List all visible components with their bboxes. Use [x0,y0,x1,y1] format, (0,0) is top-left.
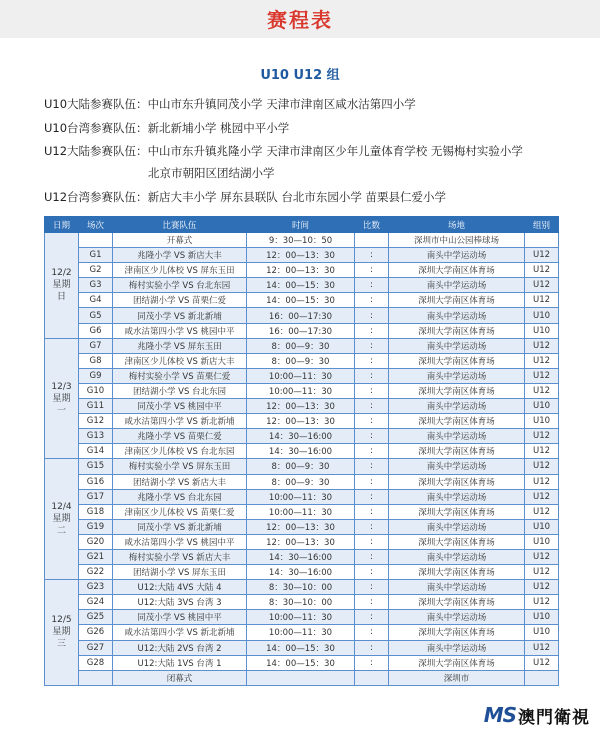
group-cell [525,670,559,685]
date-cell [45,338,79,459]
team-names: 新店大丰小学 屏东县联队 台北市东园小学 苗栗县仁爱小学 [147,190,447,204]
venue-cell: 南头中学运动场 [389,368,525,383]
match-cell: U12:大陆 1VS 台湾 1 [113,655,247,670]
venue-cell: 深圳市中山公园棒球场 [389,233,525,248]
match-cell: 梅村实验小学 VS 台北东园 [113,278,247,293]
group-cell: U12 [525,368,559,383]
venue-cell: 南头中学运动场 [389,338,525,353]
score-cell: : [355,323,389,338]
venue-cell: 深圳大学南区体育场 [389,655,525,670]
score-cell: : [355,429,389,444]
group-cell: U12 [525,655,559,670]
score-cell: : [355,459,389,474]
date-part: 三 [56,639,66,650]
time-cell: 9：30—10：50 [247,233,355,248]
table-row [45,595,559,610]
time-cell: 16：00—17:30 [247,308,355,323]
match-cell: 团结湖小学 VS 苗栗仁爱 [113,293,247,308]
time-cell: 8：00—9：30 [247,353,355,368]
date-part: 星期 [52,393,71,404]
table-row [45,655,559,670]
time-cell: 12：00—13：30 [247,248,355,263]
game-cell: G12 [79,414,113,429]
venue-cell: 南头中学运动场 [389,640,525,655]
match-cell: 同茂小学 VS 新北新埔 [113,308,247,323]
game-cell: G7 [79,338,113,353]
game-cell: G11 [79,399,113,414]
score-cell: : [355,489,389,504]
table-row [45,489,559,504]
time-cell: 8：30—10：00 [247,580,355,595]
column-header: 时间 [247,217,355,233]
score-cell: : [355,565,389,580]
team-label: U12台湾参赛队伍： [44,190,148,204]
score-cell: : [355,368,389,383]
score-cell: : [355,474,389,489]
time-cell: 10:00—11：30 [247,489,355,504]
score-cell: : [355,399,389,414]
time-cell: 10:00—11：30 [247,504,355,519]
group-cell: U10 [525,519,559,534]
venue-cell: 南头中学运动场 [389,248,525,263]
table-row [45,519,559,534]
match-cell: 咸水沽第四小学 VS 桃园中平 [113,534,247,549]
column-header: 比赛队伍 [113,217,247,233]
score-cell: : [355,263,389,278]
group-cell: U12 [525,338,559,353]
venue-cell: 南头中学运动场 [389,399,525,414]
score-cell: : [355,414,389,429]
table-row [45,670,559,685]
team-names: 中山市东升镇同茂小学 天津市津南区咸水沽第四小学 [147,97,416,111]
time-cell: 14：00—15：30 [247,655,355,670]
game-cell: G9 [79,368,113,383]
time-cell: 10:00—11：30 [247,610,355,625]
table-row [45,338,559,353]
score-cell: : [355,504,389,519]
column-header: 场地 [389,217,525,233]
group-cell: U12 [525,429,559,444]
time-cell: 10:00—11：30 [247,383,355,398]
group-cell: U12 [525,263,559,278]
table-row [45,625,559,640]
group-cell: U12 [525,474,559,489]
match-cell: 津南区少儿体校 VS 台北东园 [113,444,247,459]
group-cell: U10 [525,610,559,625]
match-cell: 开幕式 [113,233,247,248]
game-cell: G4 [79,293,113,308]
time-cell: 8：00—9：30 [247,338,355,353]
group-cell: U12 [525,278,559,293]
table-row [45,429,559,444]
column-header: 比数 [355,217,389,233]
time-cell: 12：00—13：30 [247,263,355,278]
score-cell: : [355,338,389,353]
group-cell: U10 [525,534,559,549]
team-line-u12-mainland [44,143,523,159]
game-cell: G6 [79,323,113,338]
date-part: 12/4 [51,502,72,513]
match-cell: 团结湖小学 VS 新店大丰 [113,474,247,489]
group-cell: U10 [525,414,559,429]
game-cell: G25 [79,610,113,625]
venue-cell: 南头中学运动场 [389,308,525,323]
venue-cell: 南头中学运动场 [389,278,525,293]
match-cell: U12:大陆 2VS 台湾 2 [113,640,247,655]
group-cell: U12 [525,248,559,263]
match-cell: 津南区少儿体校 VS 屏东玉田 [113,263,247,278]
score-cell: : [355,640,389,655]
team-names: 中山市东升镇兆隆小学 天津市津南区少年儿童体育学校 无锡梅村实验小学 [147,144,523,158]
table-row [45,580,559,595]
time-cell: 14：30—16:00 [247,444,355,459]
group-cell: U12 [525,565,559,580]
group-cell: U12 [525,489,559,504]
score-cell [355,233,389,248]
score-cell: : [355,549,389,564]
table-row [45,474,559,489]
time-cell: 12：00—13：30 [247,399,355,414]
date-cell [45,580,79,686]
table-row [45,640,559,655]
score-cell: : [355,625,389,640]
table-row [45,414,559,429]
date-part: 星期 [52,627,71,638]
game-cell: G24 [79,595,113,610]
team-label: U10大陆参赛队伍： [44,97,148,111]
team-line-u10-taiwan [44,120,289,136]
group-cell: U12 [525,293,559,308]
table-row [45,565,559,580]
venue-cell: 深圳大学南区体育场 [389,504,525,519]
match-cell: 团结湖小学 VS 台北东园 [113,383,247,398]
time-cell: 14：00—15：30 [247,293,355,308]
score-cell: : [355,293,389,308]
score-cell [355,670,389,685]
time-cell: 10:00—11：30 [247,368,355,383]
score-cell: : [355,610,389,625]
match-cell: 兆隆小学 VS 苗栗仁爱 [113,429,247,444]
venue-cell: 深圳大学南区体育场 [389,263,525,278]
date-cell [45,459,79,580]
game-cell: G14 [79,444,113,459]
table-row [45,248,559,263]
date-part: 二 [56,526,66,537]
time-cell: 16：00—17:30 [247,323,355,338]
time-cell [247,670,355,685]
game-cell: G8 [79,353,113,368]
match-cell: 梅村实验小学 VS 屏东玉田 [113,459,247,474]
game-cell: G15 [79,459,113,474]
game-cell: G19 [79,519,113,534]
table-row [45,504,559,519]
table-row [45,534,559,549]
game-cell: G20 [79,534,113,549]
match-cell: 津南区少儿体校 VS 苗栗仁爱 [113,504,247,519]
table-row [45,399,559,414]
venue-cell: 南头中学运动场 [389,459,525,474]
venue-cell: 深圳大学南区体育场 [389,625,525,640]
group-cell: U12 [525,353,559,368]
score-cell: : [355,534,389,549]
venue-cell: 深圳大学南区体育场 [389,565,525,580]
column-header: 日期 [45,217,79,233]
date-cell [45,233,79,339]
group-title: U10 U12 组 [260,68,340,83]
table-row [45,263,559,278]
table-row [45,308,559,323]
match-cell: U12:大陆 4VS 大陆 4 [113,580,247,595]
match-cell: 同茂小学 VS 桃园中平 [113,610,247,625]
team-line-u12-mainland-cont [148,165,275,181]
group-cell: U12 [525,580,559,595]
time-cell: 14：30—16:00 [247,565,355,580]
time-cell: 14：30—16:00 [247,429,355,444]
table-row [45,278,559,293]
match-cell: U12:大陆 3VS 台湾 3 [113,595,247,610]
game-cell: G13 [79,429,113,444]
page-title: 赛程表 [267,8,333,32]
team-line-u12-taiwan [44,189,446,205]
venue-cell: 深圳大学南区体育场 [389,534,525,549]
group-cell: U12 [525,459,559,474]
table-row [45,293,559,308]
game-cell: G18 [79,504,113,519]
time-cell: 10:00—11：30 [247,625,355,640]
table-row [45,459,559,474]
table-row [45,353,559,368]
time-cell: 8：00—9：30 [247,459,355,474]
group-cell: U12 [525,549,559,564]
match-cell: 团结湖小学 VS 屏东玉田 [113,565,247,580]
game-cell: G28 [79,655,113,670]
match-cell: 同茂小学 VS 桃园中平 [113,399,247,414]
time-cell: 8：30—10：00 [247,595,355,610]
date-part: 12/5 [51,615,72,626]
score-cell: : [355,278,389,293]
group-cell: U12 [525,595,559,610]
table-row [45,323,559,338]
team-line-u10-mainland [44,96,416,112]
match-cell: 闭幕式 [113,670,247,685]
venue-cell: 深圳大学南区体育场 [389,323,525,338]
score-cell: : [355,383,389,398]
watermark-text: 澳門衛視 [518,707,590,728]
time-cell: 14：30—16:00 [247,549,355,564]
game-cell: G23 [79,580,113,595]
venue-cell: 南头中学运动场 [389,610,525,625]
watermark [484,702,590,728]
table-row [45,383,559,398]
watermark-logo: MS [483,703,516,727]
game-cell [79,233,113,248]
match-cell: 梅村实验小学 VS 新店大丰 [113,549,247,564]
score-cell: : [355,308,389,323]
table-row [45,444,559,459]
match-cell: 兆隆小学 VS 新店大丰 [113,248,247,263]
date-part: 日 [56,292,66,303]
time-cell: 12：00—13：30 [247,519,355,534]
game-cell: G22 [79,565,113,580]
match-cell: 梅村实验小学 VS 苗栗仁爱 [113,368,247,383]
table-row [45,233,559,248]
venue-cell: 深圳大学南区体育场 [389,383,525,398]
table-row [45,610,559,625]
table-header-row [45,217,559,233]
group-cell: U10 [525,625,559,640]
match-cell: 津南区少儿体校 VS 新店大丰 [113,353,247,368]
group-cell: U10 [525,323,559,338]
team-label: U12大陆参赛队伍： [44,144,148,158]
game-cell: G3 [79,278,113,293]
group-cell: U12 [525,504,559,519]
score-cell: : [355,248,389,263]
game-cell: G5 [79,308,113,323]
score-cell: : [355,353,389,368]
venue-cell: 南头中学运动场 [389,519,525,534]
group-cell: U10 [525,399,559,414]
group-cell: U12 [525,383,559,398]
time-cell: 14：00—15：30 [247,640,355,655]
venue-cell: 南头中学运动场 [389,429,525,444]
time-cell: 8：00—9：30 [247,474,355,489]
table-row [45,549,559,564]
date-part: 12/3 [51,381,72,392]
time-cell: 14：00—15：30 [247,278,355,293]
match-cell: 咸水沽第四小学 VS 桃园中平 [113,323,247,338]
group-cell: U12 [525,444,559,459]
team-label: U10台湾参赛队伍： [44,121,148,135]
group-cell: U12 [525,640,559,655]
venue-cell: 南头中学运动场 [389,489,525,504]
venue-cell: 深圳市 [389,670,525,685]
team-names: 北京市朝阳区团结湖小学 [148,166,275,180]
date-part: 12/2 [51,268,72,279]
match-cell: 同茂小学 VS 新北新埔 [113,519,247,534]
date-part: 星期 [52,514,71,525]
game-cell: G10 [79,383,113,398]
score-cell: : [355,595,389,610]
date-part: 一 [56,405,66,416]
game-cell [79,670,113,685]
venue-cell: 深圳大学南区体育场 [389,414,525,429]
group-cell: U10 [525,308,559,323]
score-cell: : [355,444,389,459]
game-cell: G21 [79,549,113,564]
game-cell: G17 [79,489,113,504]
match-cell: 兆隆小学 VS 屏东玉田 [113,338,247,353]
game-cell: G16 [79,474,113,489]
venue-cell: 南头中学运动场 [389,580,525,595]
date-part: 星期 [52,280,71,291]
table-row [45,368,559,383]
game-cell: G1 [79,248,113,263]
time-cell: 12：00—13：30 [247,534,355,549]
group-cell [525,233,559,248]
venue-cell: 深圳大学南区体育场 [389,474,525,489]
game-cell: G27 [79,640,113,655]
schedule-table [44,216,559,686]
match-cell: 兆隆小学 VS 台北东园 [113,489,247,504]
match-cell: 咸水沽第四小学 VS 新北新埔 [113,625,247,640]
score-cell: : [355,655,389,670]
score-cell: : [355,580,389,595]
venue-cell: 深圳大学南区体育场 [389,595,525,610]
match-cell: 咸水沽第四小学 VS 新北新埔 [113,414,247,429]
column-header: 场次 [79,217,113,233]
venue-cell: 南头中学运动场 [389,549,525,564]
venue-cell: 深圳大学南区体育场 [389,353,525,368]
time-cell: 12：00—13：30 [247,414,355,429]
venue-cell: 深圳大学南区体育场 [389,444,525,459]
score-cell: : [355,519,389,534]
team-names: 新北新埔小学 桃园中平小学 [147,121,290,135]
venue-cell: 深圳大学南区体育场 [389,293,525,308]
game-cell: G2 [79,263,113,278]
game-cell: G26 [79,625,113,640]
column-header: 组别 [525,217,559,233]
